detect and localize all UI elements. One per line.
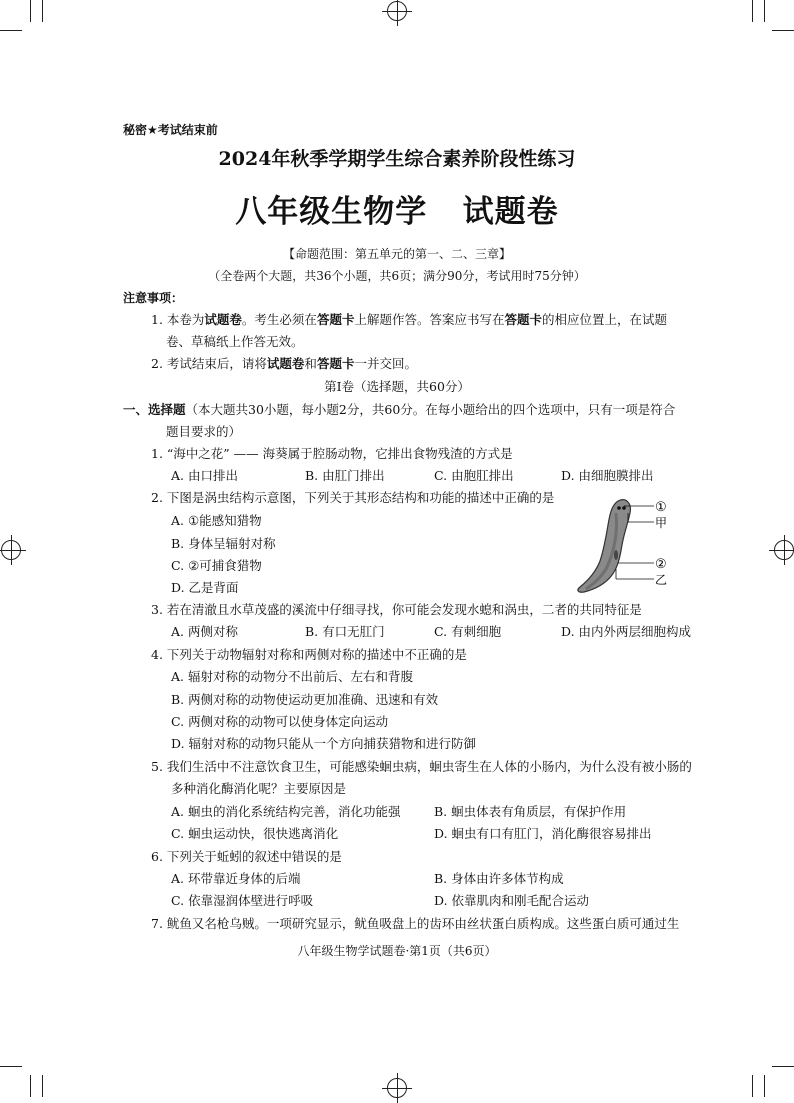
notice-text: 和	[304, 356, 317, 371]
crop-mark	[752, 1075, 753, 1097]
q4-option-a: A. 辐射对称的动物分不出前后、左右和背腹	[171, 669, 413, 684]
notice-heading: 注意事项：	[123, 291, 184, 305]
crop-mark	[30, 1075, 31, 1097]
planarian-body	[578, 500, 630, 592]
registration-mark-right	[774, 540, 794, 560]
question-2-stem: 2. 下图是涡虫结构示意图，下列关于其形态结构和功能的描述中正确的是	[151, 490, 555, 505]
section-label: 一、选择题	[123, 402, 186, 417]
notice-emphasis: 答题卡	[504, 312, 542, 327]
planarian-diagram	[566, 493, 676, 593]
confidential-label: 秘密★考试结束前	[123, 123, 218, 137]
q6-option-d: D. 依靠肌肉和刚毛配合运动	[434, 893, 590, 908]
crop-mark	[0, 1066, 22, 1067]
crop-mark	[0, 30, 22, 31]
question-4-stem: 4. 下列关于动物辐射对称和两侧对称的描述中不正确的是	[151, 647, 467, 662]
crop-mark	[772, 1066, 794, 1067]
planarian-eye-right	[622, 506, 626, 510]
notice-emphasis: 答题卡	[316, 312, 355, 327]
question-5-stem: 5. 我们生活中不注意饮食卫生，可能感染蛔虫病，蛔虫寄生在人体的小肠内，为什么没有被小肠的	[151, 759, 692, 774]
q1-option-c: C. 由胞肛排出	[434, 468, 514, 483]
crop-mark	[764, 1075, 765, 1097]
q2-option-a: A. ①能感知猎物	[171, 513, 262, 528]
part-heading: 第Ⅰ卷（选择题，共60分）	[324, 379, 470, 394]
crop-mark	[30, 0, 31, 22]
notice-emphasis: 试题卷	[204, 312, 242, 327]
q3-option-c: C. 有刺细胞	[434, 624, 502, 639]
question-3-stem: 3. 若在清澈且水草茂盛的溪流中仔细寻找，你可能会发现水螅和涡虫，二者的共同特征是	[151, 602, 642, 617]
notice-text: 上解题作答。答案应书写在	[354, 312, 505, 327]
registration-mark-left	[1, 540, 21, 560]
q4-option-c: C. 两侧对称的动物可以使身体定向运动	[171, 714, 389, 729]
crop-mark	[752, 0, 753, 22]
q6-option-c: C. 依靠湿润体壁进行呼吸	[171, 893, 314, 908]
exam-series-title: 2024年秋季学期学生综合素养阶段性练习	[218, 148, 576, 170]
fig-label-yi: 乙	[655, 573, 668, 587]
q1-option-d: D. 由细胞膜排出	[561, 468, 654, 483]
notice-item-1-cont: 卷、草稿纸上作答无效。	[166, 334, 304, 349]
q2-option-d: D. 乙是背面	[171, 580, 239, 595]
question-5-stem-cont: 多种消化酶消化呢？主要原因是	[171, 781, 347, 796]
notice-item-1	[151, 312, 667, 328]
question-1-stem: 1. “海中之花” —— 海葵属于腔肠动物，它排出食物残渣的方式是	[151, 446, 513, 461]
notice-emphasis: 答题卡	[316, 356, 355, 371]
q3-option-d: D. 由内外两层细胞构成	[561, 624, 692, 639]
q5-option-d: D. 蛔虫有口有肛门，消化酶很容易排出	[434, 826, 652, 841]
q2-option-c: C. ②可捕食猎物	[171, 558, 262, 573]
q4-option-d: D. 辐射对称的动物只能从一个方向捕获猎物和进行防御	[171, 736, 477, 751]
q1-option-a: A. 由口排出	[171, 468, 238, 483]
registration-mark-bottom	[387, 1078, 407, 1098]
q5-option-b: B. 蛔虫体表有角质层，有保护作用	[434, 804, 627, 819]
fig-label-1: ①	[655, 500, 667, 515]
q1-option-b: B. 由肛门排出	[305, 468, 385, 483]
notice-text: 一并交回。	[354, 356, 417, 371]
crop-mark	[42, 0, 43, 22]
notice-emphasis: 试题卷	[266, 356, 305, 371]
planarian-pharynx	[614, 550, 618, 560]
crop-mark	[42, 1075, 43, 1097]
section-instructions: （本大题共30小题，每小题2分，共60分。在每小题给出的四个选项中，只有一项是符合	[185, 402, 676, 417]
q5-option-a: A. 蛔虫的消化系统结构完善，消化功能强	[171, 804, 401, 819]
section-instructions-cont: 题目要求的）	[166, 424, 242, 439]
exam-meta: （全卷两个大题，共36个小题，共6页；满分90分，考试用时75分钟）	[208, 269, 586, 283]
q4-option-b: B. 两侧对称的动物使运动更加准确、迅速和有效	[171, 692, 439, 707]
q5-option-c: C. 蛔虫运动快，很快逃离消化	[171, 826, 339, 841]
q6-option-a: A. 环带靠近身体的后端	[171, 871, 301, 886]
notice-text: 。考生必须在	[241, 312, 317, 327]
q2-option-b: B. 身体呈辐射对称	[171, 536, 276, 551]
q3-option-b: B. 有口无肛门	[305, 624, 385, 639]
section-intro	[123, 402, 675, 418]
exam-scope: 【命题范围：第五单元的第一、二、三章】	[282, 247, 511, 261]
crop-mark	[764, 0, 765, 22]
notice-text: 2. 考试结束后，请将	[151, 356, 267, 371]
page-title: 八年级生物学 试题卷	[235, 194, 559, 230]
question-6-stem: 6. 下列关于蚯蚓的叙述中错误的是	[151, 849, 342, 864]
fig-label-jia: 甲	[655, 516, 668, 530]
q3-option-a: A. 两侧对称	[171, 624, 238, 639]
notice-text: 的相应位置上，在试题	[541, 312, 667, 327]
notice-text: 1. 本卷为	[151, 312, 205, 327]
q6-option-b: B. 身体由许多体节构成	[434, 871, 564, 886]
page-footer: 八年级生物学试题卷·第1页（共6页）	[297, 944, 497, 958]
crop-mark	[772, 30, 794, 31]
fig-label-2: ②	[655, 557, 667, 572]
notice-item-2	[151, 356, 417, 372]
question-7-stem: 7. 鱿鱼又名枪乌贼。一项研究显示，鱿鱼吸盘上的齿环由丝状蛋白质构成。这些蛋白质可通过生	[151, 916, 680, 931]
planarian-eye-left	[617, 506, 621, 510]
registration-mark-top	[387, 1, 407, 21]
